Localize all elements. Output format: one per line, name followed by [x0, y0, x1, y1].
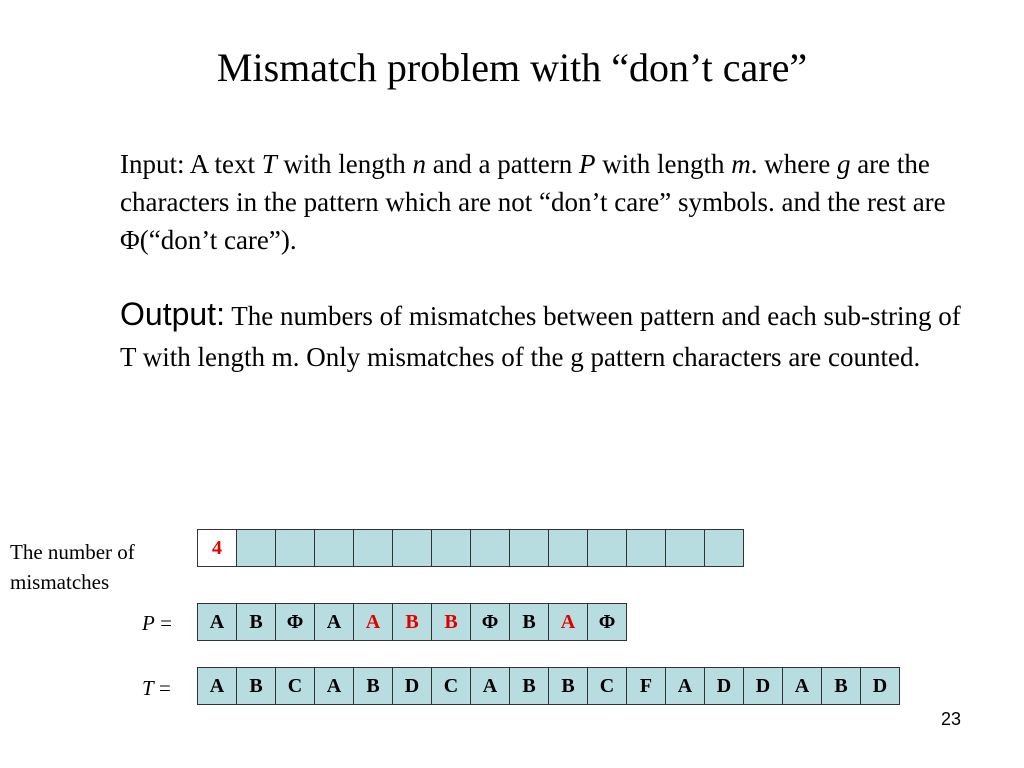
text-cell: D [743, 667, 783, 705]
text-cell: B [509, 667, 549, 705]
slide-title: Mismatch problem with “don’t care” [216, 45, 808, 90]
pattern-cell: A [353, 603, 393, 641]
input-text-3: and a pattern [426, 149, 579, 179]
mismatch-count-cell [509, 529, 549, 567]
pattern-cell: B [236, 603, 276, 641]
output-heading: Output: [120, 296, 225, 332]
text-cell: A [197, 667, 237, 705]
text-cell: D [392, 667, 432, 705]
mismatch-count-row [197, 529, 744, 567]
mismatch-count-cell [314, 529, 354, 567]
pattern-cell: Φ [587, 603, 627, 641]
mismatch-count-cell [470, 529, 510, 567]
text-cell: A [314, 667, 354, 705]
output-description [120, 294, 970, 378]
pattern-cell: A [548, 603, 588, 641]
mismatch-count-cell [626, 529, 666, 567]
mismatch-count-cell [353, 529, 393, 567]
input-text-1: Input: A text [120, 149, 262, 179]
text-cell: D [860, 667, 900, 705]
page-number: 23 [940, 709, 961, 729]
mismatch-count-cell [431, 529, 471, 567]
text-cell: B [353, 667, 393, 705]
text-cell: C [587, 667, 627, 705]
mismatch-count-cell [704, 529, 744, 567]
var-g: g [836, 149, 851, 179]
pattern-cell: Φ [275, 603, 315, 641]
mismatch-count-cell [548, 529, 588, 567]
pattern-var: P [142, 611, 155, 635]
mismatch-count-cell [392, 529, 432, 567]
text-cell: C [431, 667, 471, 705]
var-n: n [412, 149, 427, 179]
pattern-cell: B [431, 603, 471, 641]
input-text-6: are the characters in the pattern which are not “don’t care” symbols. and the rest are Φ(“don’t care”). [120, 149, 946, 255]
text-cell: A [665, 667, 705, 705]
mismatch-count-cell [587, 529, 627, 567]
mismatch-count-cell [275, 529, 315, 567]
pattern-row-label [142, 608, 172, 638]
pattern-eq: = [154, 611, 172, 635]
text-cell: B [821, 667, 861, 705]
mismatch-count-cell [665, 529, 705, 567]
input-text-5: . where [750, 149, 837, 179]
pattern-cell: A [314, 603, 354, 641]
pattern-cell: A [197, 603, 237, 641]
text-cell: B [236, 667, 276, 705]
text-cell: F [626, 667, 666, 705]
text-cell: D [704, 667, 744, 705]
text-row-label [142, 673, 171, 703]
pattern-row [197, 603, 627, 641]
text-var: T [142, 676, 154, 700]
mismatch-count-cell: 4 [197, 529, 237, 567]
mismatch-count-cell [236, 529, 276, 567]
input-text-2: with length [276, 149, 413, 179]
input-text-4: with length [595, 149, 732, 179]
pattern-cell: B [392, 603, 432, 641]
var-T: T [261, 149, 277, 179]
output-body: The numbers of mismatches between pattern and each sub-string of T with length m. Only mismatches of the g pattern characters are counted. [120, 301, 961, 372]
text-cell: A [782, 667, 822, 705]
mismatch-row-label: The number of mismatches [10, 540, 135, 594]
text-cell: B [548, 667, 588, 705]
text-eq: = [153, 676, 171, 700]
var-m: m [731, 149, 751, 179]
text-cell: C [275, 667, 315, 705]
input-description [120, 145, 970, 259]
pattern-cell: B [509, 603, 549, 641]
text-cell: A [470, 667, 510, 705]
pattern-cell: Φ [470, 603, 510, 641]
text-row [197, 667, 900, 705]
var-P: P [578, 149, 596, 179]
